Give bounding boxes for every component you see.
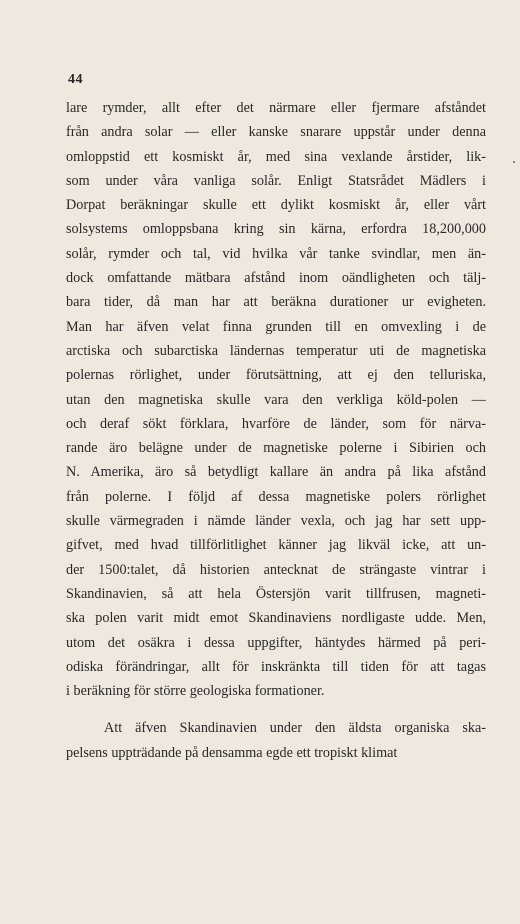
text-line: Skandinavien, så att hela Östersjön varit tillfrusen, magneti- (66, 585, 486, 602)
text-line: polernas rörlighet, under förutsättning, att ej den telluriska, (66, 367, 486, 384)
text-line: dock omfattande mätbara afstånd inom oändligheten och tälj- (66, 270, 486, 287)
text-line: gifvet, med hvad tillförlitlighet känner jag likväl icke, att un- (66, 537, 486, 554)
text-line: rande äro belägne under de magnetiske polerne i Sibirien och (66, 440, 486, 457)
text-line: der 1500:talet, då historien antecknat de strängaste vintrar i (66, 561, 486, 578)
text-line: som under våra vanliga solår. Enligt Statsrådet Mädlers i (66, 172, 486, 189)
text-line: arctiska och subarctiska ländernas temperatur uti de magnetiska (66, 342, 486, 359)
text-line: Dorpat beräkningar skulle ett dylikt kosmiskt år, eller vårt (66, 197, 486, 214)
text-line: odiska förändringar, allt för inskränkta till tiden för att tagas (66, 658, 486, 675)
body-text (66, 96, 486, 765)
text-line: pelsens uppträdande på densamma egde ett tropiskt klimat (66, 744, 398, 761)
paragraph-gap (66, 703, 486, 716)
text-line: solsystems omloppsbana kring sin kärna, erfordra 18,200,000 (66, 221, 486, 238)
text-line: Att äfven Skandinavien under den äldsta organiska ska- (104, 720, 486, 737)
paper-speck (513, 161, 515, 163)
text-line: Man har äfven velat finna grunden till en omvexling i de (66, 318, 486, 335)
text-line: ska polen varit midt emot Skandinaviens nordligaste udde. Men, (66, 610, 486, 627)
text-line: lare rymder, allt efter det närmare eller fjermare afståndet (66, 100, 486, 116)
text-line: utan den magnetiska skulle vara den verkliga köld-polen — (66, 391, 486, 408)
text-line: i beräkning för större geologiska formationer. (66, 683, 325, 700)
paragraph (66, 96, 486, 703)
text-line: omloppstid ett kosmiskt år, med sina vexlande årstider, lik- (66, 148, 486, 165)
text-line: skulle värmegraden i nämde länder vexla, och jag har sett upp- (66, 513, 486, 530)
text-line: bara tider, då man har att beräkna durationer ur evigheten. (66, 294, 486, 311)
text-line: solår, rymder och tal, vid hvilka vår tanke svindlar, men än- (66, 245, 486, 262)
text-line: N. Amerika, äro så betydligt kallare än andra på lika afstånd (66, 464, 486, 481)
text-line: från andra solar — eller kanske snarare uppstår under denna (66, 124, 486, 141)
text-line: och deraf sökt förklara, hvarföre de länder, som för närva- (66, 415, 486, 432)
paragraph (66, 716, 486, 765)
page-number: 44 (68, 72, 83, 87)
text-line: utom det osäkra i dessa uppgifter, häntydes härmed på peri- (66, 634, 486, 651)
text-line: från polerne. I följd af dessa magnetiske polers rörlighet (66, 488, 486, 505)
